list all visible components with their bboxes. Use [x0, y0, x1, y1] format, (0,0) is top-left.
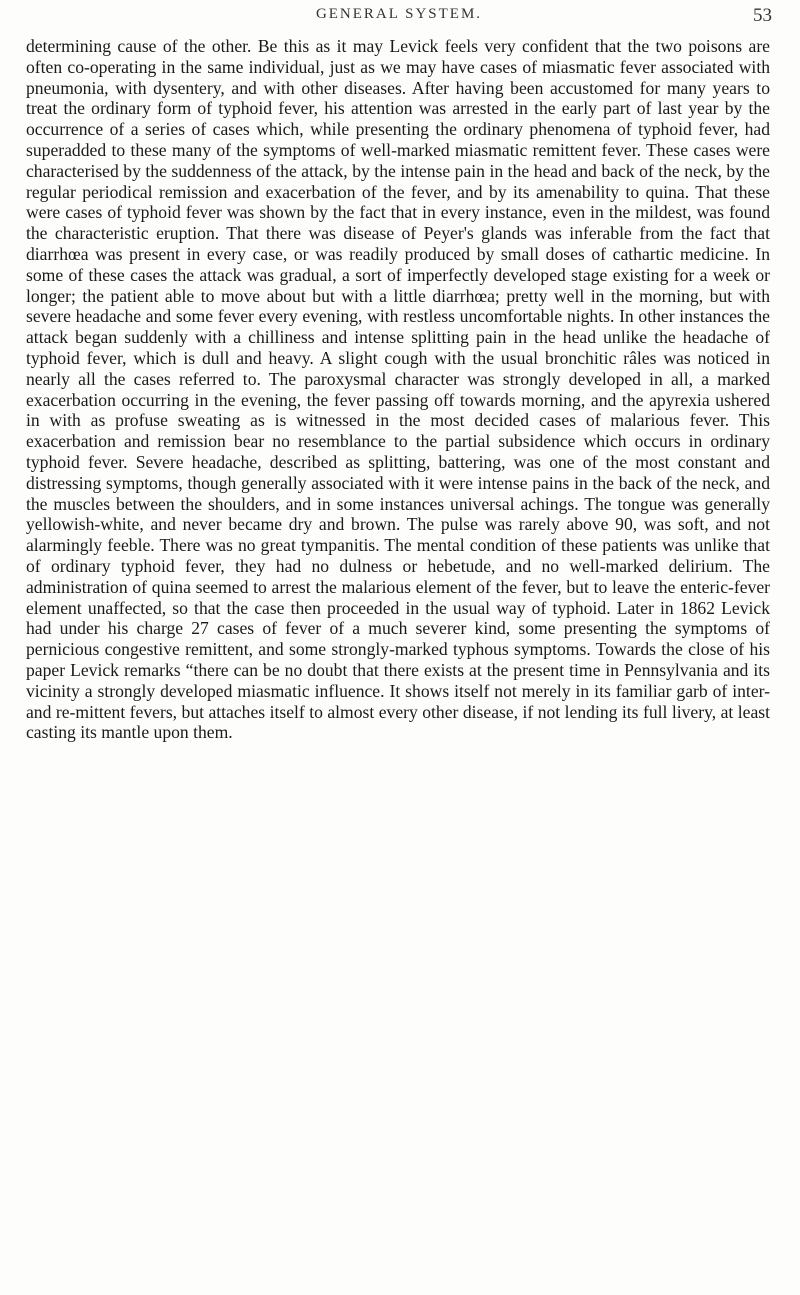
body-paragraph: determining cause of the other. Be this as it may Levick feels very confident that the two poisons are often co-operating in the same individual, just as we may have cases of miasmatic fever associated with pneumonia, with dysentery, and with other diseases. After having been accustomed for many years to treat the ordinary form of typhoid fever, his attention was arrested in the early part of last year by the occurrence of a series of cases which, while presenting the ordinary phenomena of typhoid fever, had superadded to these many of the symptoms of well-marked miasmatic remittent fever. These cases were characterised by the suddenness of the attack, by the intense pain in the head and back of the neck, by the regular periodical remission and exacerbation of the fever, and by its amenability to quina. That these were cases of typhoid fever was shown by the fact that in every instance, even in the mildest, was found the characteristic eruption. That there was disease of Peyer's glands was inferable from the fact that diarrhœa was present in every case, or was readily produced by small doses of cathartic medicine. In some of these cases the attack was gradual, a sort of imperfectly developed stage existing for a week or longer; the patient able to move about but with a little diarrhœa; pretty well in the morning, but with severe headache and some fever every evening, with restless uncomfortable nights. In other instances the attack began suddenly with a chilliness and intense splitting pain in the head unlike the headache of typhoid fever, which is dull and heavy. A slight cough with the usual bronchitic râles was noticed in nearly all the cases referred to. The paroxysmal character was strongly developed in all, a marked exacerbation occurring in the evening, the fever passing off towards morning, and the apyrexia ushered in with as profuse sweating as is witnessed in the most decided cases of malarious fever. This exacerbation and remission bear no resemblance to the partial subsidence which occurs in ordinary typhoid fever. Severe headache, described as splitting, battering, was one of the most constant and distressing symptoms, though generally associated with it were intense pains in the back of the neck, and the muscles between the shoulders, and in some instances universal achings. The tongue was generally yellowish-white, and never became dry and brown. The pulse was rarely above 90, was soft, and not alarmingly feeble. There was no great tympanitis. The mental condition of these patients was unlike that of ordinary typhoid fever, they had no dulness or hebetude, and no well-marked delirium. The administration of quina seemed to arrest the malarious element of the fever, but to leave the enteric-fever element unaffected, so that the case then proceeded in the usual way of typhoid. Later in 1862 Levick had under his charge 27 cases of fever of a much severer kind, some presenting the symptoms of pernicious congestive remittent, and some strongly-marked typhous symptoms. Towards the close of his paper Levick remarks “there can be no doubt that there exists at the present time in Pennsylvania and its vicinity a strongly developed miasmatic influence. It shows itself not merely in its familiar garb of inter- and re-mittent fevers, but attaches itself to almost every other disease, if not lending its full livery, at least casting its mantle upon them.	[26, 36, 770, 743]
page-number: 53	[753, 5, 772, 26]
running-title: GENERAL SYSTEM.	[315, 6, 483, 22]
running-header	[26, 6, 772, 32]
